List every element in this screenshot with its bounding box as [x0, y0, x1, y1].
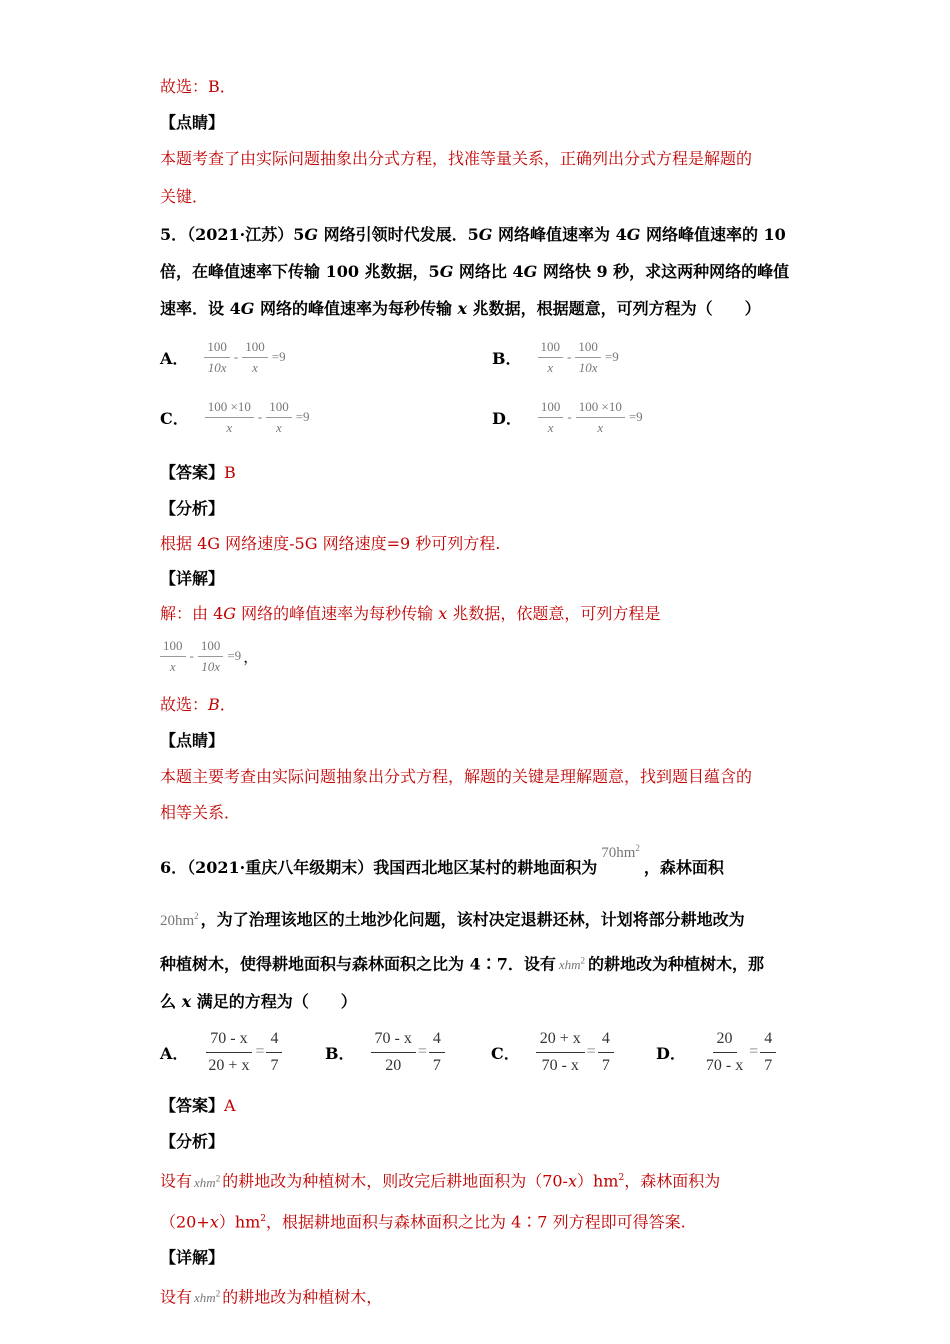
q5-stem: [160, 216, 790, 327]
prev-comment-line1: 本题考查了由实际问题抽象出分式方程，找准等量关系，正确列出分式方程是解题的: [160, 149, 753, 168]
prev-comment-tag: 【点睛】: [160, 113, 225, 132]
q6-option-b[interactable]: B． $\frac{70 - x}{20}$ = $\frac{4}{7}$: [325, 1020, 447, 1084]
q5-comment-line1: 本题主要考查由实际问题抽象出分式方程，解题的关键是理解题意，找到题目蕴含的: [160, 767, 753, 786]
q5-detail: 解：由 4G 网络的峰值速率为每秒传输 x 兆数据，依题意，可列方程是: [160, 604, 661, 623]
q5-option-b[interactable]: B． $\frac{100}{x}$ - $\frac{100}{10x}$ =9: [492, 338, 619, 375]
q5-analysis: 根据 4G 网络速度-5G 网络速度=9 秒可列方程.: [160, 534, 501, 553]
q6-stem-line2: $20hm^2$ ，为了治理该地区的土地沙化问题，该村决定退耕还林，计划将部分耕地改为: [160, 910, 745, 929]
q6-stem-line3: 种植树木，使得耕地面积与森林面积之比为 4∶7．设有 xhm$^2$ 的耕地改为种植树木，那: [160, 954, 765, 974]
q6-answer: 【答案】A: [160, 1096, 236, 1116]
q6-option-d[interactable]: D． $\frac{20}{70 - x}$ = $\frac{4}{7}$: [656, 1020, 778, 1084]
q5-comment-tag: 【点睛】: [160, 731, 225, 750]
q5-stem-line2: 倍，在峰值速率下传输 100 兆数据，5G 网络比 4G 网络快 9 秒，求这两种网络的峰值: [160, 262, 790, 281]
q5-option-d[interactable]: D． $\frac{100}{x}$ - $\frac{100 \times 10}{x}$ =9: [492, 398, 643, 435]
document-page: [160, 70, 790, 1316]
q5-analysis-tag: 【分析】: [160, 499, 225, 518]
q6-analysis-tag: 【分析】: [160, 1132, 225, 1152]
q6-stem-line1: 6．（2021·重庆八年级期末）我国西北地区某村的耕地面积为$70hm^2$，森林面积: [160, 843, 724, 877]
q6-analysis-line1: 设有 xhm$^2$ 的耕地改为种植树木，则改完后耕地面积为$(70-x)hm^2$，森林面积为: [160, 1171, 721, 1191]
q5-stem-line3: 速率．设 4G 网络的峰值速率为每秒传输 x 兆数据，根据题意，可列方程为（ ）: [160, 299, 761, 318]
q6-option-c[interactable]: C． $\frac{20 + x}{70 - x}$ = $\frac{4}{7}$: [491, 1020, 616, 1084]
q6-stem-line4: 么 x 满足的方程为（ ）: [160, 992, 357, 1012]
prev-choose: 故选：B．: [160, 77, 236, 96]
q5-options-row1: [160, 327, 790, 387]
q5-answer: 【答案】B: [160, 463, 236, 482]
q5-detail-equation: $\frac{100}{x}$ - $\frac{100}{10x}$ =9 ，: [160, 631, 790, 681]
q5-detail-tag: 【详解】: [160, 569, 225, 588]
q6-analysis-line2: $(20+x)hm^2$，根据耕地面积与森林面积之比为 4∶7 列方程即可得答案.: [160, 1211, 686, 1231]
q6-option-a[interactable]: A． $\frac{70 - x}{20 + x}$ = $\frac{4}{7}$: [160, 1020, 284, 1084]
q5-stem-line1: 5．（2021·江苏）5G 网络引领时代发展．5G 网络峰值速率为 4G 网络峰值速率的 10: [160, 225, 786, 244]
q6-detail-line1: 设有 xhm$^2$ 的耕地改为种植树木，: [160, 1287, 383, 1307]
q5-options-row2: [160, 387, 790, 447]
q6-options: [160, 1020, 790, 1084]
q5-comment-line2: 相等关系．: [160, 803, 241, 822]
prev-comment-line2: 关键．: [160, 187, 209, 206]
q5-option-c[interactable]: C． $\frac{100 \times 10}{x}$ - $\frac{100}{x}$ =9: [160, 398, 310, 435]
q6-detail-tag: 【详解】: [160, 1247, 225, 1267]
q6-stem: [160, 839, 790, 1020]
q5-option-a[interactable]: A． $\frac{100}{10x}$ - $\frac{100}{x}$ =9: [160, 338, 286, 375]
q5-choose: 故选：B．: [160, 695, 236, 714]
